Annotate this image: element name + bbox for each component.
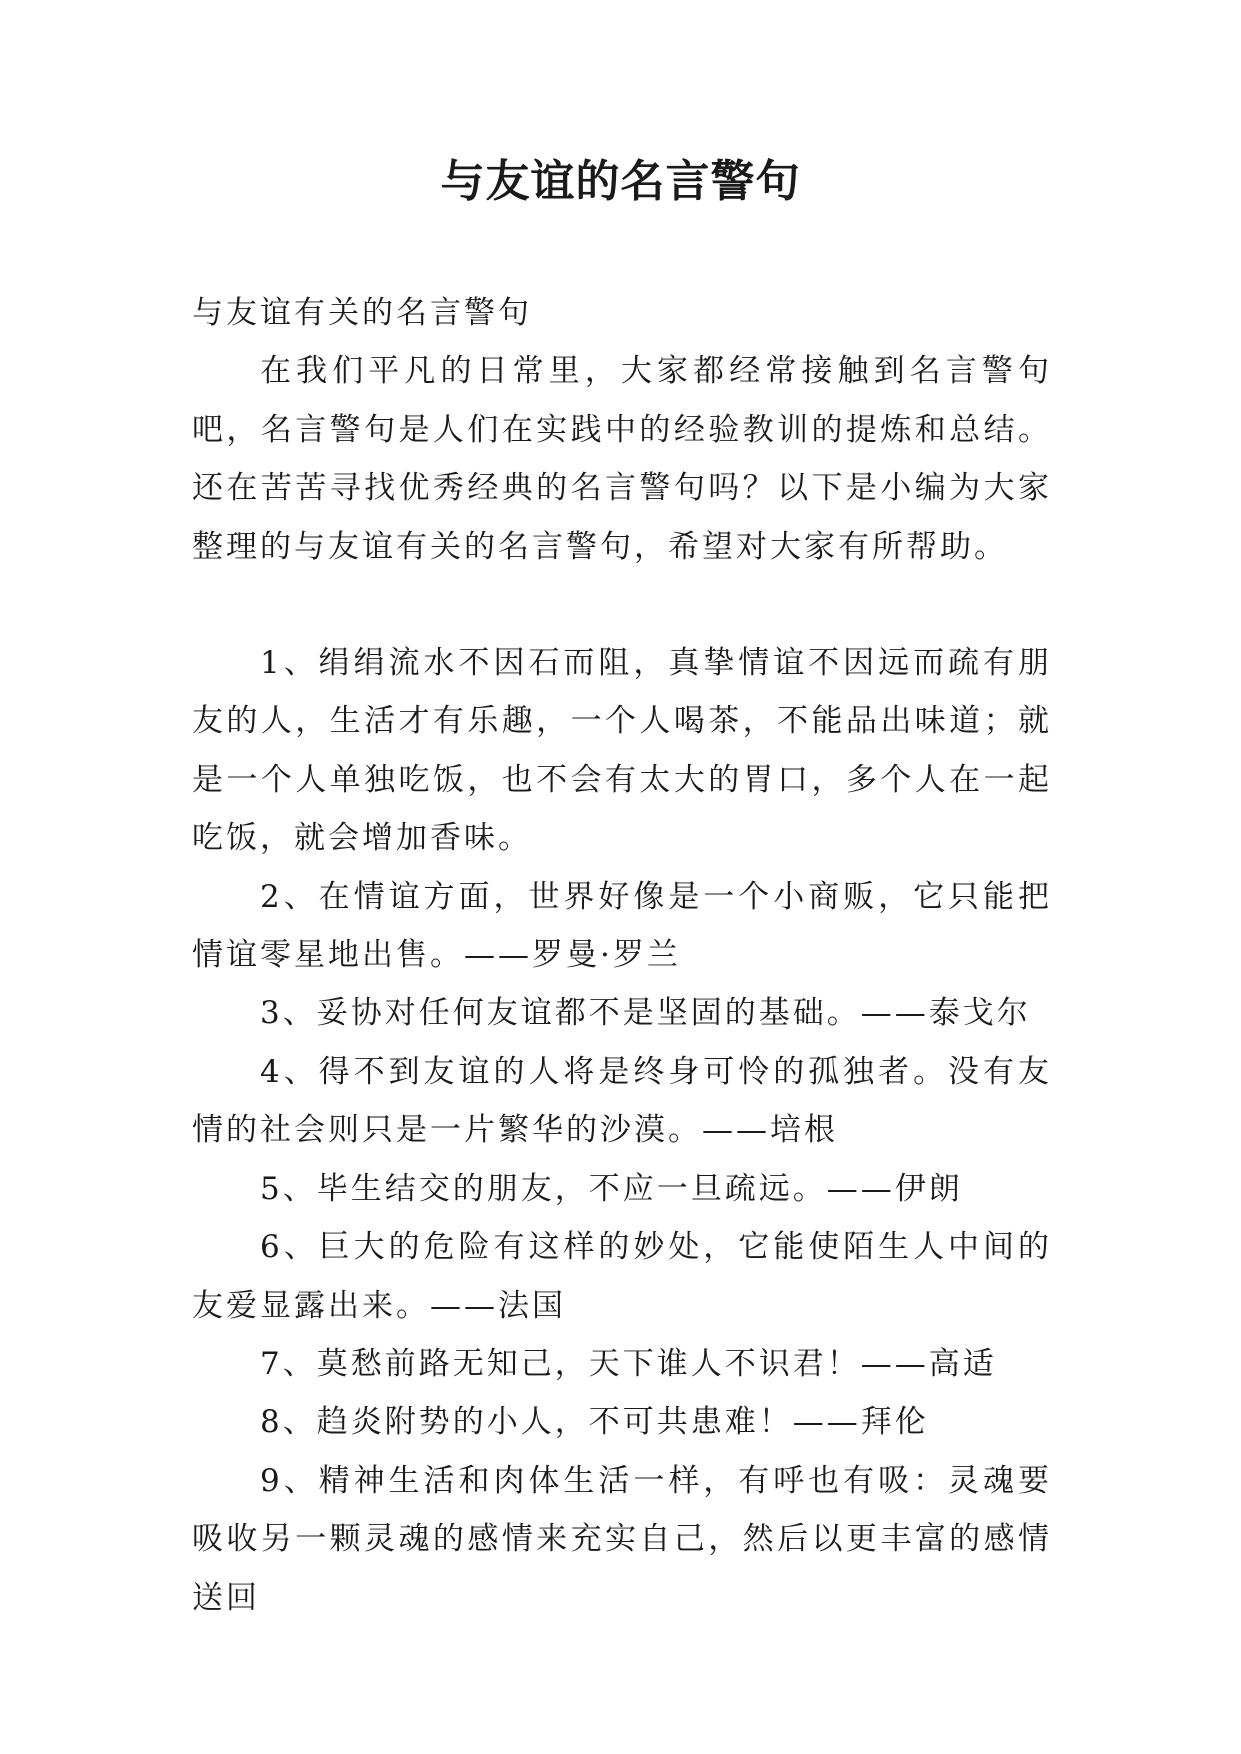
quote-item: 8、趋炎附势的小人，不可共患难！——拜伦 [260,1404,929,1441]
document-body [192,284,1052,1627]
quote-item: 6、巨大的危险有这样的妙处，它能使陌生人中间的友爱显露出来。——法国 [192,1229,1052,1324]
quote-item: 5、毕生结交的朋友，不应一旦疏远。——伊朗 [260,1170,963,1207]
quote-item: 4、得不到友谊的人将是终身可怜的孤独者。没有友情的社会则只是一片繁华的沙漠。——培根 [192,1053,1052,1149]
document-title: 与友谊的名言警句 [440,156,801,207]
document-subtitle: 与友谊有关的名言警句 [192,295,532,331]
quote-item: 1、绢绢流水不因石而阻，真挚情谊不因远而疏有朋友的人，生活才有乐趣，一个人喝茶，不能品出味道；就是一个人单独吃饭，也不会有太大的胃口，多个人在一起吃饭，就会增加香味。 [192,645,1052,857]
quote-item: 7、莫愁前路无知己，天下谁人不识君！——高适 [260,1345,997,1382]
quote-item: 3、妥协对任何友谊都不是坚固的基础。——泰戈尔 [260,995,1031,1032]
paragraph-spacer [192,576,1052,634]
quote-item: 2、在情谊方面，世界好像是一个小商贩，它只能把情谊零星地出售。——罗曼·罗兰 [192,878,1052,974]
quote-item: 9、精神生活和肉体生活一样，有呼也有吸：灵魂要吸收另一颗灵魂的感情来充实自己，然后以更丰富的感情送回 [192,1462,1052,1616]
intro-paragraph: 在我们平凡的日常里，大家都经常接触到名言警句吧，名言警句是人们在实践中的经验教训的提炼和总结。还在苦苦寻找优秀经典的名言警句吗？以下是小编为大家整理的与友谊有关的名言警句，希望对大家有所帮助。 [192,353,1052,565]
